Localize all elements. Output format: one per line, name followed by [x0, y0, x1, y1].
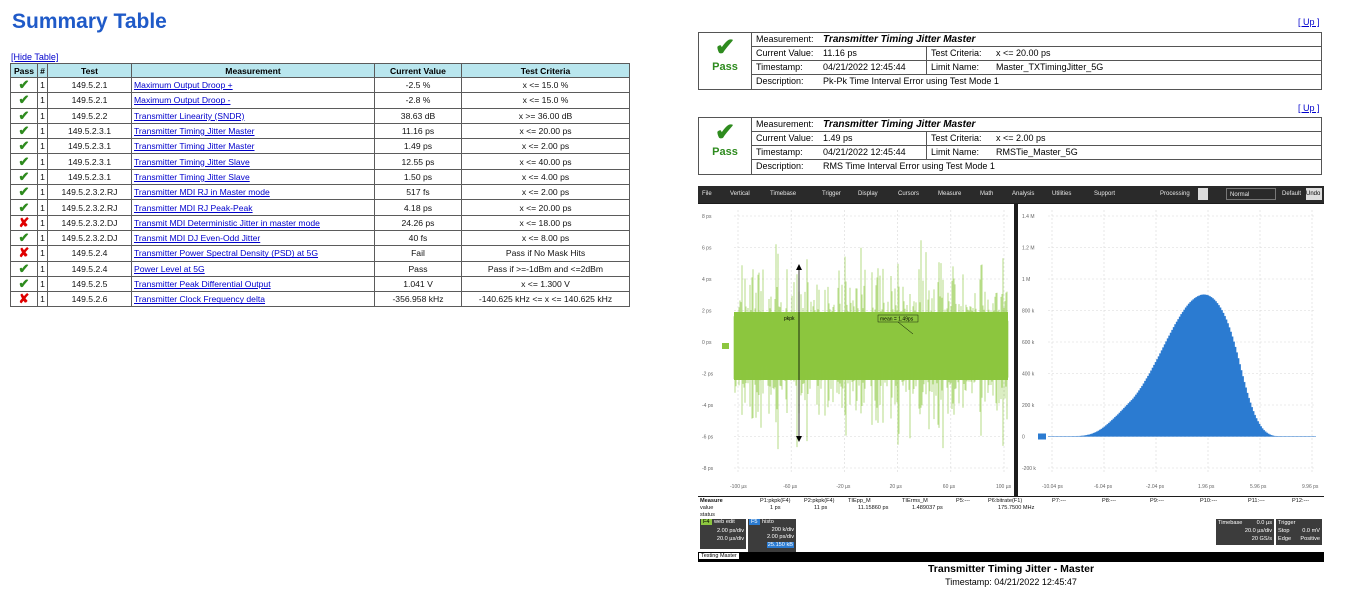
pass-check-icon: ✔ [18, 107, 30, 123]
row-number: 1 [38, 123, 48, 138]
value-row [752, 132, 1321, 146]
f5-trace-descriptor[interactable] [748, 519, 796, 552]
f4-line-2: 20.0 µs/div [716, 536, 744, 542]
row-test-id: 149.5.2.3.1 [48, 139, 132, 154]
y-tick-label: -6 ps [702, 434, 714, 441]
y-tick-label: -2 ps [702, 371, 714, 378]
fail-x-icon: ✘ [18, 245, 30, 261]
meas-value-1: 1 ps [770, 505, 781, 511]
timestamp-label: Timestamp: [756, 62, 803, 72]
row-current-value: Fail [375, 246, 462, 261]
measurement-name: Transmitter Timing Jitter Master [823, 34, 976, 45]
check-icon: ✔ [714, 119, 736, 146]
row-number: 1 [38, 230, 48, 245]
row-status [11, 200, 38, 215]
pass-check-icon: ✔ [18, 199, 30, 215]
row-test-criteria: Pass if No Mask Hits [462, 246, 630, 261]
col-header-pass: Pass [11, 64, 38, 78]
table-row [11, 261, 630, 276]
pass-check-icon: ✔ [18, 77, 30, 93]
pkpk-label: pkpk [784, 316, 795, 322]
row-number: 1 [38, 78, 48, 93]
row-measurement-link[interactable]: Transmitter Power Spectral Density (PSD) at 5G [134, 248, 319, 259]
trigger-type: Edge [1278, 536, 1292, 542]
table-row [11, 276, 630, 291]
row-current-value: 11.16 ps [375, 123, 462, 138]
row-current-value: 1.041 V [375, 276, 462, 291]
limit-name-label: Limit Name: [926, 146, 1046, 160]
row-number: 1 [38, 169, 48, 184]
row-current-value: 38.63 dB [375, 108, 462, 123]
row-test-id: 149.5.2.6 [48, 292, 132, 307]
meas-header-12: P12:--- [1292, 498, 1310, 504]
y-tick-label: -4 ps [702, 403, 714, 409]
menu-cursors[interactable]: Cursors [898, 191, 920, 197]
pass-check-icon: ✔ [18, 184, 30, 200]
histogram-plot [1018, 204, 1324, 496]
row-measurement [132, 185, 375, 200]
x-tick-label: -6.04 ps [1094, 484, 1113, 490]
x-tick-label: -2.04 ps [1146, 484, 1165, 490]
row-status [11, 78, 38, 93]
description-value: Pk-Pk Time Interval Error using Test Mode 1 [823, 76, 999, 86]
row-test-criteria: x <= 4.00 ps [462, 169, 630, 184]
histogram-panel [1018, 204, 1324, 496]
row-measurement-link[interactable]: Transmitter MDI RJ in Master mode [134, 187, 270, 198]
measurement-label: Measurement: [756, 34, 814, 44]
timestamp-row [752, 61, 1321, 75]
current-value: 1.49 ps [823, 133, 853, 143]
row-measurement-link[interactable]: Maximum Output Droop + [134, 80, 233, 91]
meas-header-10: P10:--- [1200, 498, 1218, 504]
row-measurement-link[interactable]: Power Level at 5G [134, 263, 205, 274]
row-test-id: 149.5.2.2 [48, 108, 132, 123]
row-current-value: 517 fs [375, 185, 462, 200]
processing-label: Processing [1160, 191, 1190, 197]
table-row [11, 154, 630, 169]
y-tick-label: 1.2 M [1022, 245, 1035, 252]
description-row [752, 75, 1321, 89]
y-tick-label: 1.4 M [1022, 214, 1035, 220]
current-value-label: Current Value: [756, 48, 814, 58]
pass-check-icon: ✔ [18, 153, 30, 169]
row-measurement [132, 93, 375, 108]
row-status [11, 185, 38, 200]
waveform-trace [734, 240, 1008, 449]
meas-header-0: Measure [700, 498, 723, 504]
row-test-id: 149.5.2.3.2.DJ [48, 230, 132, 245]
f5-line-2: 2.00 ps/div [766, 534, 794, 540]
x-tick-label: -20 µs [836, 484, 851, 490]
description-value: RMS Time Interval Error using Test Mode 1 [823, 161, 995, 171]
row-test-id: 149.5.2.5 [48, 276, 132, 291]
row-status [11, 261, 38, 276]
timebase-descriptor[interactable] [1216, 519, 1274, 545]
table-row [11, 292, 630, 307]
value-row [752, 47, 1321, 61]
row-measurement-link[interactable]: Transmit MDI Deterministic Jitter in master mode [134, 217, 320, 228]
test-criteria-label: Test Criteria: [926, 132, 1046, 146]
table-row [11, 185, 630, 200]
menu-vertical[interactable]: Vertical [730, 191, 750, 197]
row-measurement-link[interactable]: Transmitter Timing Jitter Slave [134, 171, 250, 182]
summary-table [10, 63, 630, 307]
pass-check-icon: ✔ [18, 168, 30, 184]
table-row [11, 123, 630, 138]
row-test-id: 149.5.2.1 [48, 93, 132, 108]
mean-label: mean = 1.49ps [880, 316, 914, 323]
meas-header-5: P5:--- [956, 498, 970, 504]
pause-icon[interactable] [1198, 188, 1208, 200]
pass-label: Pass [712, 146, 738, 158]
row-status [11, 230, 38, 245]
meas-header-2: P2:pkpk(F4) [804, 498, 835, 504]
row-status [11, 292, 38, 307]
row-test-id: 149.5.2.1 [48, 78, 132, 93]
table-row [11, 169, 630, 184]
row-measurement [132, 169, 375, 184]
pass-check-icon: ✔ [18, 138, 30, 154]
test-criteria-value: x <= 20.00 ps [996, 48, 1051, 58]
fail-x-icon: ✘ [18, 214, 30, 230]
row-status [11, 215, 38, 230]
measurement-table [698, 497, 1324, 552]
screenshot-caption-timestamp: Timestamp: 04/21/2022 12:45:47 [945, 577, 1077, 587]
waveform-panel [698, 204, 1014, 496]
menu-timebase[interactable]: Timebase [770, 191, 797, 197]
measurement-label: Measurement: [756, 119, 814, 129]
meas-status-label: status [700, 512, 715, 518]
table-row [11, 246, 630, 261]
row-measurement [132, 123, 375, 138]
menu-file[interactable]: File [702, 191, 712, 197]
y-tick-label: 800 k [1022, 308, 1035, 315]
measurement-box-1 [698, 32, 1322, 90]
y-tick-label: 8 ps [702, 214, 712, 220]
row-number: 1 [38, 215, 48, 230]
row-test-criteria: x <= 20.00 ps [462, 123, 630, 138]
row-current-value: 24.26 ps [375, 215, 462, 230]
row-number: 1 [38, 154, 48, 169]
meas-header-3: TIEpp_M [848, 498, 871, 504]
waveform-plot [698, 204, 1014, 496]
scope-status-bar [698, 552, 1324, 562]
row-measurement-link[interactable]: Transmitter Clock Frequency delta [134, 294, 266, 305]
menu-measure[interactable]: Measure [938, 191, 962, 197]
trigger-label: Trigger [1278, 520, 1296, 526]
row-test-criteria: x <= 1.300 V [462, 276, 630, 291]
row-number: 1 [38, 246, 48, 261]
row-measurement [132, 200, 375, 215]
row-measurement-link[interactable]: Transmitter Linearity (SNDR) [134, 110, 245, 121]
f5-label: F5 [751, 519, 758, 525]
meas-header-7: P7:--- [1052, 498, 1066, 504]
menu-utilities[interactable]: Utilities [1052, 191, 1072, 197]
x-tick-label: 100 µs [996, 484, 1012, 490]
row-status [11, 139, 38, 154]
col-header-test-criteria: Test Criteria [462, 64, 630, 78]
row-test-criteria: x <= 18.00 ps [462, 215, 630, 230]
x-tick-label: 9.96 ps [1302, 484, 1319, 490]
row-measurement-link[interactable]: Transmitter MDI RJ Peak-Peak [134, 202, 253, 213]
row-current-value: -2.5 % [375, 78, 462, 93]
row-number: 1 [38, 292, 48, 307]
timebase-div: 20.0 µs/div [1244, 528, 1272, 534]
histogram-bars [1048, 295, 1316, 437]
current-value: 11.16 ps [823, 48, 857, 58]
measurement-box-2 [698, 117, 1322, 175]
row-test-criteria: x >= 36.00 dB [462, 108, 630, 123]
fail-x-icon: ✘ [18, 291, 30, 307]
row-number: 1 [38, 185, 48, 200]
row-status [11, 123, 38, 138]
row-measurement-link[interactable]: Transmitter Timing Jitter Master [134, 141, 255, 152]
f4-label: F4 [703, 519, 710, 525]
y-tick-label: -8 ps [702, 466, 714, 472]
col-header-test: Test [48, 64, 132, 78]
table-row [11, 215, 630, 230]
y-tick-label: -200 k [1022, 466, 1036, 472]
summary-header-row [11, 64, 630, 78]
f4-trace-descriptor[interactable] [700, 519, 746, 549]
row-current-value: 4.18 ps [375, 200, 462, 215]
x-tick-label: -100 µs [730, 484, 747, 490]
row-test-criteria: x <= 2.00 ps [462, 139, 630, 154]
y-tick-label: 0 ps [702, 340, 712, 346]
row-measurement [132, 246, 375, 261]
f4-line-1: 2.00 ps/div [716, 528, 744, 534]
x-tick-label: -10.04 ps [1042, 484, 1063, 490]
row-measurement [132, 108, 375, 123]
summary-title: Summary Table [12, 10, 167, 33]
pass-check-icon: ✔ [18, 92, 30, 108]
pass-label: Pass [712, 61, 738, 73]
row-test-criteria: x <= 15.0 % [462, 78, 630, 93]
x-tick-label: 20 µs [889, 484, 902, 490]
test-criteria-value: x <= 2.00 ps [996, 133, 1046, 143]
limit-name-value: RMSTie_Master_5G [996, 147, 1078, 157]
row-measurement [132, 261, 375, 276]
menu-analysis[interactable]: Analysis [1012, 191, 1035, 197]
x-tick-label: 5.96 ps [1250, 484, 1267, 490]
menu-display[interactable]: Display [858, 191, 878, 197]
row-measurement [132, 230, 375, 245]
screenshot-caption-title: Transmitter Timing Jitter - Master [927, 563, 1095, 575]
pass-check-icon: ✔ [18, 230, 30, 246]
row-test-id: 149.5.2.3.1 [48, 169, 132, 184]
row-current-value: Pass [375, 261, 462, 276]
row-measurement [132, 215, 375, 230]
row-measurement-link[interactable]: Transmitter Peak Differential Output [134, 279, 271, 289]
test-criteria-label: Test Criteria: [926, 47, 1046, 61]
row-test-criteria: x <= 15.0 % [462, 93, 630, 108]
channel-marker [722, 343, 729, 349]
hide-table-link[interactable]: [Hide Table] [11, 52, 59, 62]
timebase-rate: 20 GS/s [1251, 536, 1272, 542]
row-measurement [132, 78, 375, 93]
row-test-criteria: x <= 20.00 ps [462, 200, 630, 215]
trigger-slope: Positive [1300, 536, 1320, 542]
row-current-value: 1.49 ps [375, 139, 462, 154]
description-label: Description: [756, 161, 804, 171]
col-header-number: # [38, 64, 48, 78]
row-measurement [132, 154, 375, 169]
current-value-label: Current Value: [756, 133, 814, 143]
row-number: 1 [38, 261, 48, 276]
f5-sub: histo [762, 519, 774, 525]
up-link[interactable]: [ Up ] [1298, 103, 1320, 113]
measurement-row [752, 118, 1321, 132]
timebase-label: Timebase [1218, 520, 1243, 526]
row-test-criteria: x <= 8.00 ps [462, 230, 630, 245]
row-current-value: -356.958 kHz [375, 292, 462, 307]
pass-check-icon: ✔ [18, 276, 30, 291]
row-test-id: 149.5.2.3.2.RJ [48, 185, 132, 200]
description-row [752, 160, 1321, 174]
timestamp-row [752, 146, 1321, 160]
meas-header-6: P6:bitrate(F1) [988, 498, 1023, 504]
row-current-value: 1.50 ps [375, 169, 462, 184]
row-number: 1 [38, 108, 48, 123]
trigger-state: Stop [1278, 528, 1290, 534]
oscilloscope-screenshot [698, 186, 1324, 562]
f4-sub: web edit [714, 519, 735, 525]
f5-line-3: 25.150 kB [767, 542, 793, 548]
meas-value-label: value [700, 505, 714, 511]
limit-name-label: Limit Name: [926, 61, 1046, 75]
y-tick-label: 600 k [1022, 340, 1035, 346]
row-test-id: 149.5.2.4 [48, 261, 132, 276]
row-measurement-link[interactable]: Maximum Output Droop - [134, 95, 231, 106]
measurement-name: Transmitter Timing Jitter Master [823, 119, 976, 130]
meas-header-8: P8:--- [1102, 498, 1116, 504]
menu-trigger[interactable]: Trigger [822, 191, 841, 197]
y-tick-label: 200 k [1022, 403, 1035, 409]
x-tick-label: 60 µs [942, 484, 956, 490]
meas-header-1: P1:pkpk(F4) [760, 498, 791, 504]
row-test-criteria: x <= 40.00 ps [462, 154, 630, 169]
y-tick-label: 0 [1022, 434, 1025, 441]
row-status [11, 169, 38, 184]
row-test-criteria: Pass if >=-1dBm and <=2dBm [462, 261, 630, 276]
status-bar-label: Testing Master [701, 553, 737, 559]
pass-indicator [699, 33, 752, 89]
row-measurement-link[interactable]: Transmitter Timing Jitter Slave [134, 156, 250, 167]
table-row [11, 93, 630, 108]
row-status [11, 154, 38, 169]
scope-menu-bar [698, 186, 1324, 203]
row-number: 1 [38, 276, 48, 291]
row-test-id: 149.5.2.3.2.DJ [48, 215, 132, 230]
row-test-id: 149.5.2.3.1 [48, 154, 132, 169]
table-row [11, 139, 630, 154]
x-tick-label: -60 µs [783, 484, 798, 490]
timestamp-value: 04/21/2022 12:45:44 [823, 62, 906, 72]
row-number: 1 [38, 139, 48, 154]
pass-check-icon: ✔ [18, 260, 30, 276]
undo-button[interactable]: Undo [1306, 188, 1322, 200]
y-tick-label: 2 ps [702, 308, 712, 315]
row-current-value: 12.55 ps [375, 154, 462, 169]
y-tick-label: 4 ps [702, 277, 712, 283]
menu-math[interactable]: Math [980, 191, 994, 197]
up-link[interactable]: [ Up ] [1298, 17, 1320, 27]
pass-check-icon: ✔ [18, 123, 30, 139]
row-measurement [132, 139, 375, 154]
row-test-criteria: x <= 2.00 ps [462, 185, 630, 200]
timestamp-label: Timestamp: [756, 147, 803, 157]
row-current-value: 40 fs [375, 230, 462, 245]
meas-header-11: P11:--- [1248, 498, 1265, 504]
meas-header-4: TIErms_M [902, 498, 928, 504]
trigger-descriptor[interactable] [1276, 519, 1322, 545]
histogram-channel-marker [1038, 434, 1046, 440]
check-icon: ✔ [714, 34, 736, 61]
timebase-delay: 0.0 µs [1256, 520, 1272, 526]
description-label: Description: [756, 76, 804, 86]
row-measurement [132, 276, 375, 291]
y-tick-label: 6 ps [702, 245, 712, 252]
table-row [11, 230, 630, 245]
row-current-value: -2.8 % [375, 93, 462, 108]
meas-value-3: 11.15860 ps [858, 505, 889, 511]
row-measurement-link[interactable]: Transmitter Timing Jitter Master [134, 126, 255, 137]
menu-support[interactable]: Support [1094, 191, 1116, 197]
row-number: 1 [38, 93, 48, 108]
y-tick-label: 400 k [1022, 371, 1035, 378]
f5-line-1: 200 k/div [771, 527, 794, 533]
row-status [11, 108, 38, 123]
trigger-mode-select[interactable]: Normal [1226, 188, 1276, 200]
table-row [11, 78, 630, 93]
row-test-criteria: -140.625 kHz <= x <= 140.625 kHz [462, 292, 630, 307]
trigger-level: 0.0 mV [1302, 528, 1320, 534]
pass-indicator [699, 118, 752, 174]
table-row [11, 200, 630, 215]
meas-value-2: 11 ps [814, 505, 828, 511]
x-tick-label: 1.96 ps [1198, 484, 1215, 490]
timestamp-value: 04/21/2022 12:45:44 [823, 147, 906, 157]
row-status [11, 246, 38, 261]
col-header-measurement: Measurement [132, 64, 375, 78]
row-test-id: 149.5.2.4 [48, 246, 132, 261]
table-row [11, 108, 630, 123]
y-tick-label: 1 M [1022, 277, 1031, 283]
row-status [11, 276, 38, 291]
measurement-row [752, 33, 1321, 47]
row-measurement-link[interactable]: Transmit MDI DJ Even-Odd Jitter [134, 233, 261, 244]
meas-value-6: 175.7500 MHz [998, 505, 1035, 511]
row-test-id: 149.5.2.3.1 [48, 123, 132, 138]
limit-name-value: Master_TXTimingJitter_5G [996, 62, 1104, 72]
default-button[interactable]: Default [1282, 191, 1302, 197]
meas-header-9: P9:--- [1150, 498, 1164, 504]
meas-value-4: 1.489037 ps [912, 505, 943, 511]
row-test-id: 149.5.2.3.2.RJ [48, 200, 132, 215]
col-header-current-value: Current Value [375, 64, 462, 78]
row-status [11, 93, 38, 108]
row-measurement [132, 292, 375, 307]
row-number: 1 [38, 200, 48, 215]
